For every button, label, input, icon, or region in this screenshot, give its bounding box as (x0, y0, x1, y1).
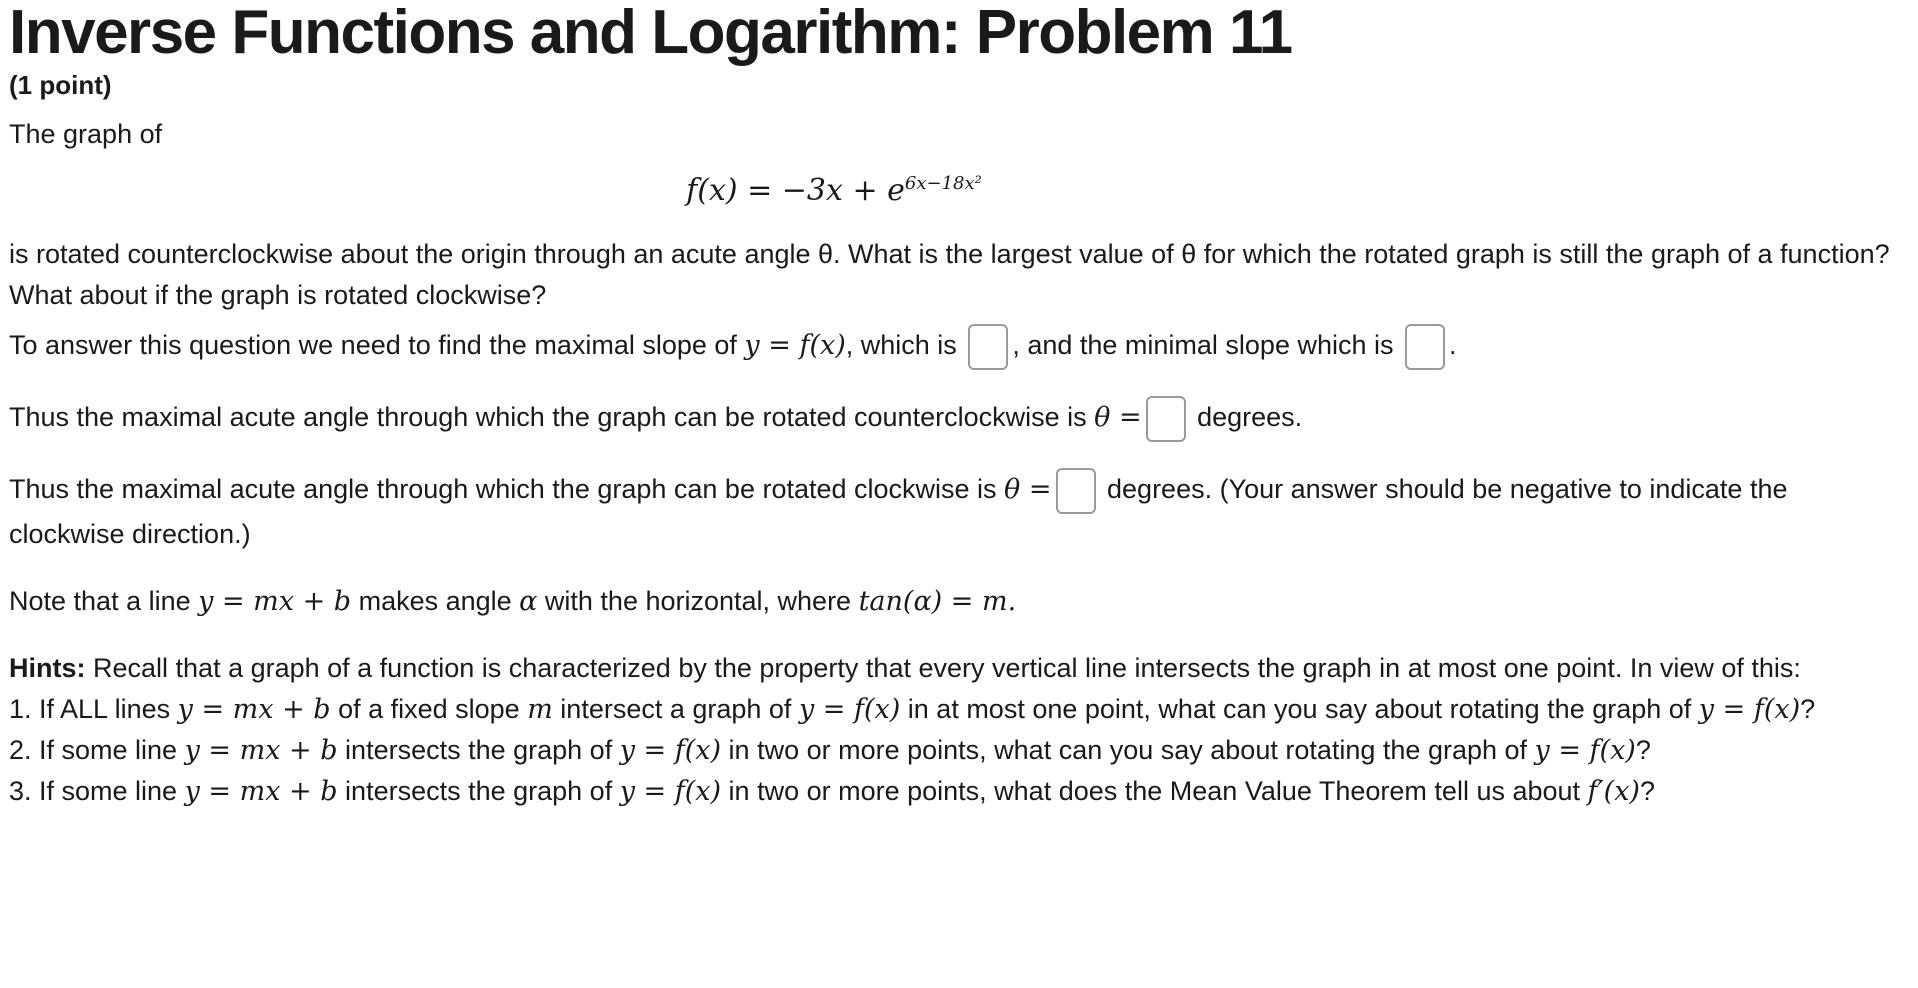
hints-text: Hints: Recall that a graph of a function is characterized by the property that every vertical line intersects the graph in at most one point. In view of this: (9, 653, 1801, 683)
cw-angle-input[interactable] (1056, 468, 1096, 514)
points-label: (1 point) (9, 70, 112, 100)
hint-1: 1. If ALL lines y = mx + b of a fixed slope m intersect a graph of y = f(x) in at most one point, what can you say about rotating the graph of y = f(x)? (9, 694, 1816, 725)
formula-main: f(x) = −3x + e (686, 173, 905, 208)
max-slope-input[interactable] (968, 324, 1008, 370)
formula-exponent: 6x−18x² (904, 173, 982, 194)
slopes-line: To answer this question we need to find the maximal slope of y = f(x), which is , and the minimal slope which is . (9, 324, 1918, 370)
ccw-line: Thus the maximal acute angle through which the graph can be rotated counterclockwise is θ = degrees. (9, 396, 1918, 442)
hints-label: Hints: (9, 653, 86, 683)
hint-3: 3. If some line y = mx + b intersects the graph of y = f(x) in two or more points, what does the Mean Value Theorem tell us about f′(x)? (9, 776, 1655, 807)
function-formula (9, 173, 1659, 208)
min-slope-input[interactable] (1405, 324, 1445, 370)
note-line: Note that a line y = mx + b makes angle α with the horizontal, where tan(α) = m. (9, 586, 1017, 617)
ccw-angle-input[interactable] (1146, 396, 1186, 442)
hint-2: 2. If some line y = mx + b intersects the graph of y = f(x) in two or more points, what can you say about rotating the graph of y = f(x)? (9, 735, 1651, 766)
intro-text: The graph of (9, 119, 163, 149)
question-text: is rotated counterclockwise about the origin through an acute angle θ. What is the largest value of θ for which the rotated graph is still the graph of a function? What about if the graph is rotated clockwise? (9, 239, 1890, 310)
cw-line: Thus the maximal acute angle through which the graph can be rotated clockwise is θ = degrees. (Your answer should be negative to indicate the clockwise direction.) (9, 468, 1909, 555)
page-title: Inverse Functions and Logarithm: Problem 11 (9, 0, 1292, 67)
